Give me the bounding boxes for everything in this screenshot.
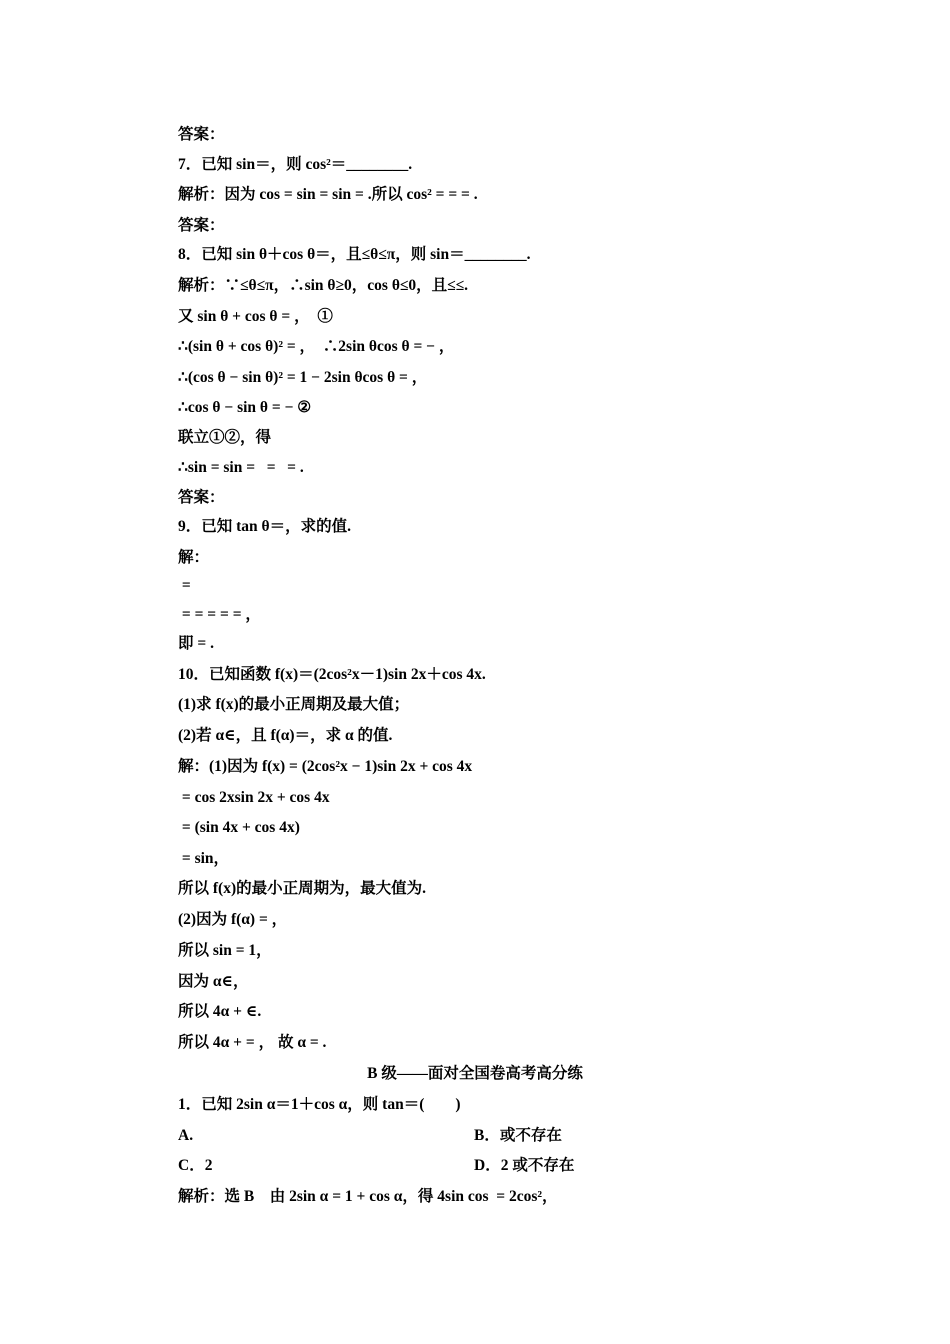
solution-line: ∴cos θ − sin θ = − ②	[178, 399, 312, 416]
question-7: 7．已知 sin＝，则 cos²＝________.	[178, 156, 413, 173]
solution-line: 所以 sin = 1，	[178, 942, 272, 959]
analysis-7: 解析：因为 cos = sin = sin = .所以 cos² = = = .	[178, 186, 478, 203]
section-heading: B 级——面对全国卷高考高分练	[367, 1065, 583, 1082]
answer-label: 答案：	[178, 217, 225, 234]
solution-line: = sin，	[178, 850, 230, 867]
solution-line: (2)因为 f(α) = ，	[178, 911, 288, 928]
solution-line: 联立①②，得	[178, 429, 272, 446]
answer-label: 答案：	[178, 126, 225, 143]
question-10: 10．已知函数 f(x)＝(2cos²x－1)sin 2x＋cos 4x.	[178, 666, 486, 683]
option-c: C．2	[178, 1157, 213, 1174]
solution-line: = cos 2xsin 2x + cos 4x	[178, 789, 330, 806]
solution-line: 即 = .	[178, 635, 214, 652]
solution-line: =	[178, 577, 191, 594]
option-a: A.	[178, 1127, 194, 1144]
option-b: B．或不存在	[474, 1127, 562, 1144]
answer-label: 答案：	[178, 489, 225, 506]
question-10-part-2: (2)若 α∈，且 f(α)＝，求 α 的值.	[178, 727, 393, 744]
analysis-b1: 解析：选 B 由 2sin α = 1 + cos α，得 4sin cos = 2cos²，	[178, 1188, 558, 1205]
question-10-part-1: (1)求 f(x)的最小正周期及最大值；	[178, 696, 410, 713]
solution-line: = = = = = ，	[178, 606, 261, 623]
solution-line: ∴(sin θ + cos θ)² = ， ∴2sin θcos θ = − ，	[178, 338, 455, 355]
question-9: 9．已知 tan θ＝，求的值.	[178, 518, 351, 535]
question-b1: 1．已知 2sin α＝1＋cos α，则 tan＝( )	[178, 1096, 461, 1113]
solution-line: 解：(1)因为 f(x) = (2cos²x − 1)sin 2x + cos 4x	[178, 758, 473, 775]
solution-label: 解：	[178, 549, 210, 566]
solution-line: ∴sin = sin = = = .	[178, 459, 304, 476]
solution-line: ∴(cos θ − sin θ)² = 1 − 2sin θcos θ = ，	[178, 369, 428, 386]
solution-line: 所以 4α + = ， 故 α = .	[178, 1034, 327, 1051]
solution-line: 因为 α∈，	[178, 973, 249, 990]
analysis-8: 解析：∵≤θ≤π，∴sin θ≥0，cos θ≤0，且≤≤.	[178, 277, 469, 294]
option-d: D．2 或不存在	[474, 1157, 575, 1174]
solution-line: 所以 4α + ∈.	[178, 1003, 262, 1020]
solution-line: = (sin 4x + cos 4x)	[178, 819, 300, 836]
question-8: 8．已知 sin θ＋cos θ＝，且≤θ≤π，则 sin＝________.	[178, 246, 531, 263]
solution-line: 又 sin θ + cos θ = ， ①	[178, 308, 333, 325]
solution-line: 所以 f(x)的最小正周期为，最大值为.	[178, 880, 426, 897]
